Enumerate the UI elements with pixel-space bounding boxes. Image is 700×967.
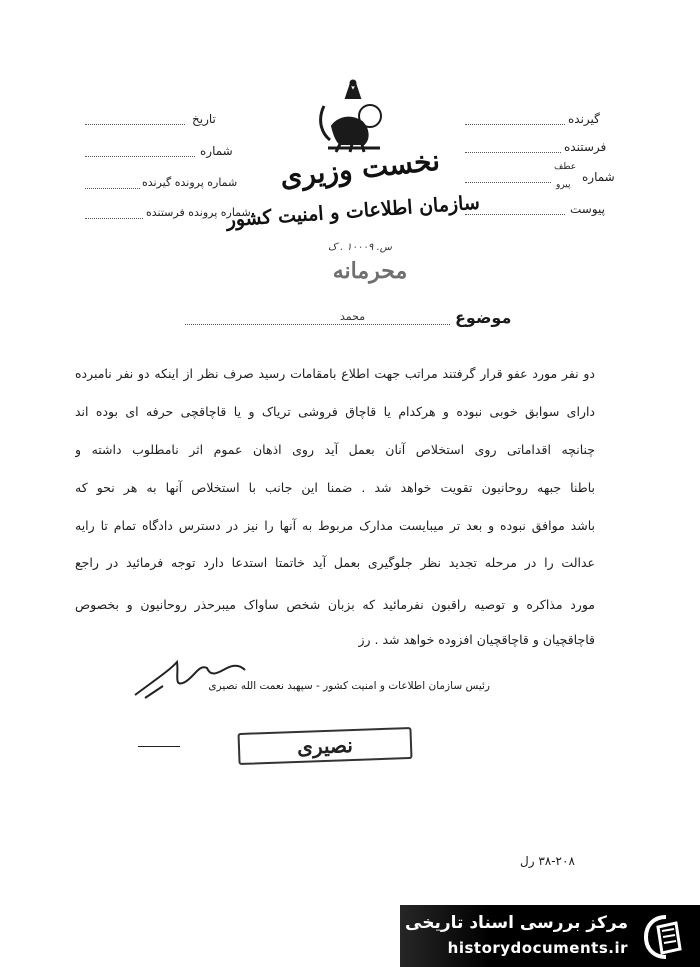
watermark-site: historydocuments.ir [447,939,628,957]
subject-value: محمد [340,310,366,323]
body-line-3: چنانچه اقداماتی روی استخلاص آنان بعمل آید روی اذهان عموم اثر نامطلوب داشته و [75,442,595,457]
sender-label: فرستنده [564,140,607,154]
handwritten-signature-icon [115,650,255,705]
watermark-title: مرکز بررسی اسناد تاریخی [405,913,628,933]
signature-stamp: نصیری [237,727,412,765]
margin-line [138,746,180,747]
receiver-file-number-line [85,188,140,189]
body-line-5: باشد موافق نبوده و بعد تر میبایست مدارک مربوط به آنها را نیز در دسترس دادگاه تمام تا رایه [75,518,595,533]
subject-field-line [185,324,450,325]
sender-file-number-line [85,218,143,219]
watermark-logo-icon [640,911,692,963]
receiver-field-line [465,124,565,125]
org-title-primary: نخست وزیری [278,143,442,194]
number-field-line-left [85,156,195,157]
annex-field-line [465,214,565,215]
watermark-banner [400,905,700,967]
classification-reference: س. ۱۰۰۰۹ . ک [328,242,392,253]
date-field-line [85,124,185,125]
number-field-line-right [465,182,551,183]
number-label-right: شماره [582,170,615,184]
body-line-6: عدالت را در مرحله تجدید نظر جلوگیری بعمل آید خاتمتا استدعا دارد توجه فرمائید در راجع [75,555,595,570]
receiver-file-number-label: شماره پرونده گیرنده [142,176,238,189]
body-line-1: دو نفر مورد عفو قرار گرفتند مراتب جهت اطلاع بامقامات رسید صرف نظر از اینکه دو نفر نامبرده [75,366,595,381]
sender-file-number-label: شماره پرونده فرستنده [146,206,251,219]
classification-stamp: محرمانه [332,258,408,284]
signature-caption: رئیس سازمان اطلاعات و امنیت کشور - سپهبد نعمت الله نصیری [208,680,490,692]
receiver-label: گیرنده [568,112,600,126]
body-line-2: دارای سوابق خوبی نبوده و هرکدام یا قاچاق فروشی تریاک و یا قاچاقچی حرفه ای بوده اند [75,404,595,419]
sender-field-line [465,152,561,153]
lion-and-sun-emblem-icon [310,78,396,158]
body-line-4: باطنا جبهه روحانیون تقویت خواهد شد . ضمنا این جانب با استخلاص آنها به هر نحو که [75,480,595,495]
org-title-secondary: سازمان اطلاعات و امنیت کشور [225,191,481,232]
annex-label: پیوست [570,202,605,216]
follow-up-sublabel: پیرو [556,180,571,190]
body-line-8: قاچاقچیان و قاچاقچیان افزوده خواهد شد . رز [358,632,595,647]
document-reference-number: ۳۸-۲۰۸ رل [520,854,575,868]
body-line-7: مورد مذاکره و توصیه راقبون نفرمائید که بزبان شخص ساواک میبرحذر روحانیون و بخصوص [75,597,595,612]
number-label-left: شماره [200,144,233,158]
reference-sublabel: عطف [554,162,577,172]
date-label: تاریخ [192,112,216,126]
subject-label: موضوع [455,308,512,327]
